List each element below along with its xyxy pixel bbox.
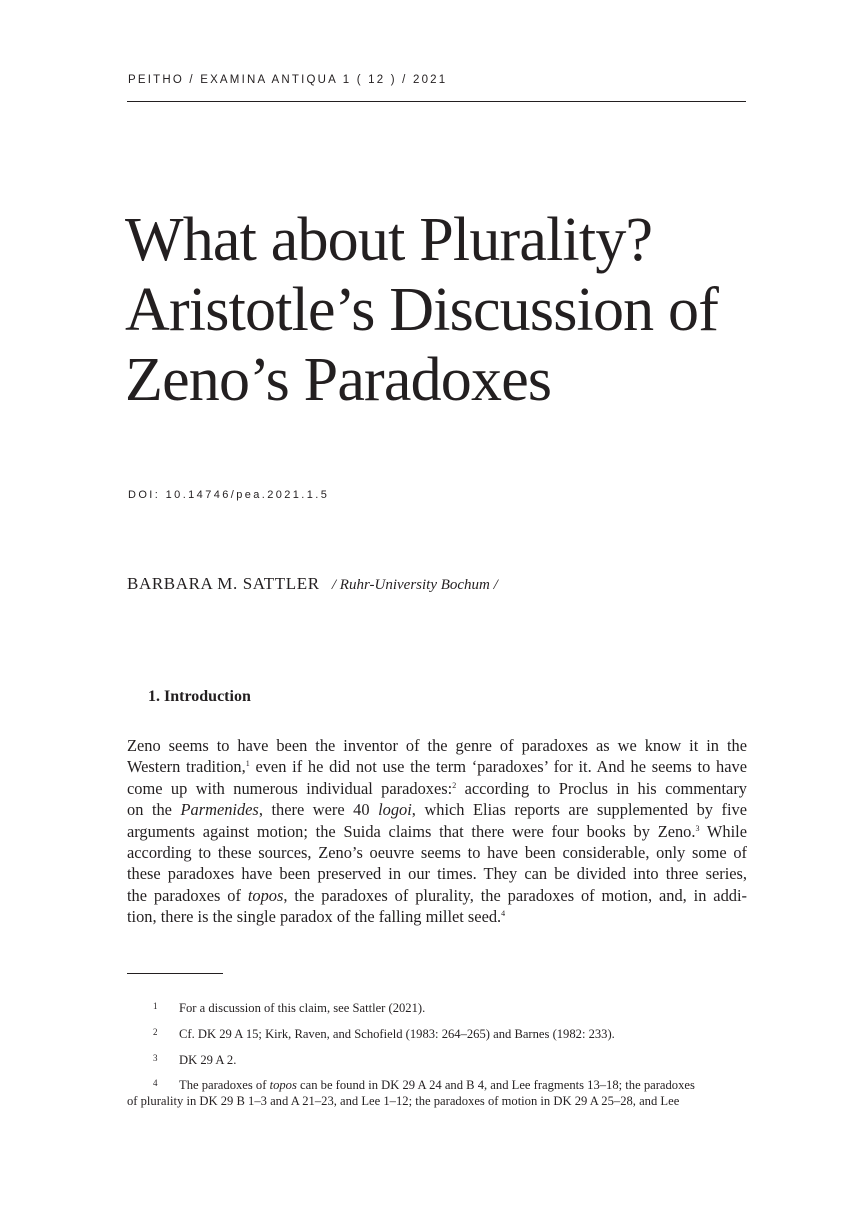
body-line <box>127 735 747 756</box>
text-run: these paradoxes have been preserved in our times. They can be divided into three series, <box>127 864 747 884</box>
body-line <box>127 885 747 906</box>
text-run: the paradoxes of <box>127 885 248 905</box>
text-run: While <box>699 821 747 841</box>
author-name: BARBARA M. SATTLER <box>127 574 320 593</box>
text-run: Zeno seems to have been the inventor of the genre of paradoxes as we know it in the <box>127 736 747 755</box>
text-run: Western tradition, <box>127 757 246 777</box>
text-run: even if he did not use the term ‘paradoxes’ for it. And he seems to have <box>249 757 747 777</box>
author-line <box>127 574 498 594</box>
section-heading: 1. Introduction <box>148 688 251 705</box>
footnotes <box>127 998 747 1116</box>
footnote-ref[interactable]: 3 <box>695 823 700 833</box>
body-line <box>127 799 747 820</box>
footnote-line: of plurality in DK 29 B 1–3 and A 21–23, and Lee 1–12; the paradoxes of motion in DK 29 A 25–28, and Lee <box>127 1093 680 1108</box>
text-run: on the <box>127 800 181 820</box>
italic-term: topos <box>247 885 284 905</box>
footnote-text: DK 29 A 2. <box>179 1053 237 1067</box>
footnote-number: 3 <box>153 1053 158 1063</box>
text-run: come up with numerous individual paradoxes: <box>127 778 453 798</box>
footnote-number: 1 <box>153 1001 158 1011</box>
footnote-text: can be found in DK 29 A 24 and B 4, and Lee fragments 13–18; the paradoxes <box>296 1078 695 1092</box>
body-line <box>127 842 747 863</box>
footnote-1 <box>127 998 747 1017</box>
text-run: arguments against motion; the Suida claims that there were four books by Zeno. <box>127 821 696 841</box>
text-run: according to these sources, Zeno’s oeuvre seems to have been considerable, only some of <box>127 842 747 862</box>
footnote-rule <box>127 973 223 974</box>
body-line <box>127 863 747 884</box>
title-line-2: Aristotle’s Discussion of <box>125 276 719 344</box>
title-line-3: Zeno’s Paradoxes <box>125 346 552 414</box>
doi-link[interactable]: DOI: 10.14746/pea.2021.1.5 <box>128 489 330 501</box>
text-run: , which Elias reports are supplemented by five <box>411 800 747 820</box>
body-line <box>127 756 747 777</box>
footnote-line <box>127 1076 747 1094</box>
text-run: , the paradoxes of plurality, the paradoxes of motion, and, in addi- <box>283 885 747 905</box>
text-run: according to Proclus in his commentary <box>456 778 747 798</box>
header-rule <box>127 101 746 102</box>
footnote-4 <box>127 1076 747 1109</box>
author-affiliation: / Ruhr-University Bochum / <box>331 577 498 593</box>
body-line <box>127 906 747 927</box>
footnote-2 <box>127 1024 747 1043</box>
title-line-1: What about Plurality? <box>125 206 653 274</box>
text-run: tion, there is the single paradox of the falling millet seed. <box>127 907 502 927</box>
footnote-text: Cf. DK 29 A 15; Kirk, Raven, and Schofield (1983: 264–265) and Barnes (1982: 233). <box>179 1027 615 1041</box>
footnote-text: The paradoxes of <box>179 1078 270 1092</box>
italic-term: logoi <box>378 800 412 820</box>
footnote-ref[interactable]: 2 <box>452 780 457 790</box>
running-head: PEITHO / EXAMINA ANTIQUA 1 ( 12 ) / 2021 <box>128 74 448 86</box>
footnote-number: 4 <box>153 1078 158 1088</box>
body-line <box>127 778 747 799</box>
footnote-3 <box>127 1050 747 1069</box>
body-line <box>127 821 747 842</box>
article-title <box>125 205 765 415</box>
footnote-ref[interactable]: 4 <box>501 909 506 919</box>
text-run: , there were 40 <box>258 800 379 820</box>
footnote-text: For a discussion of this claim, see Sattler (2021). <box>179 1001 426 1015</box>
italic-term: topos <box>269 1078 297 1092</box>
body-paragraph <box>127 735 747 928</box>
italic-term: Parmenides <box>180 800 259 820</box>
footnote-number: 2 <box>153 1027 158 1037</box>
footnote-ref[interactable]: 1 <box>245 759 250 769</box>
